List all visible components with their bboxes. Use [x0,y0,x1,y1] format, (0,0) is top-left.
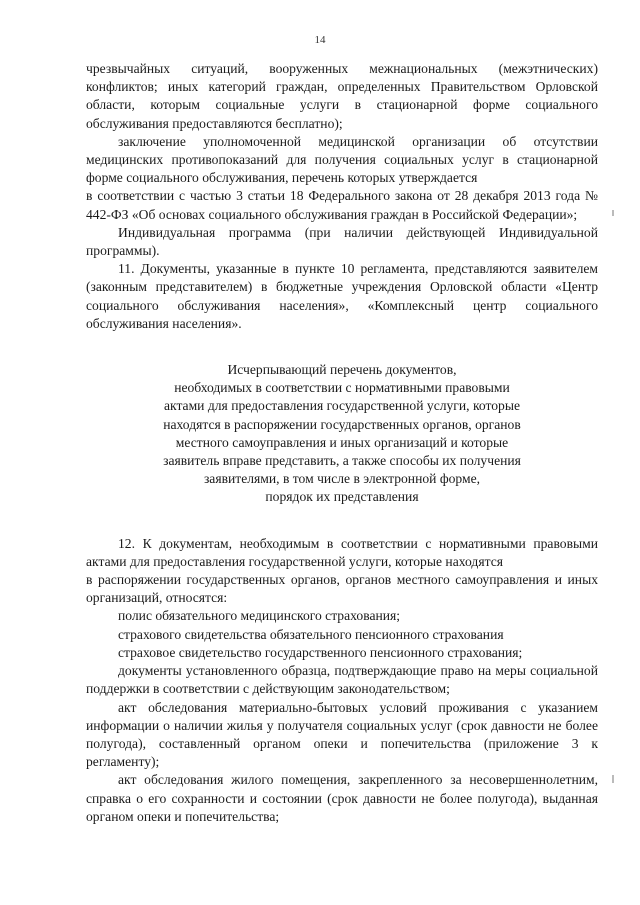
paragraph-continuation: чрезвычайных ситуаций, вооруженных межнациональных (межэтнических) конфликтов; иных категорий граждан, определенных Правительством Орловской области, которым социальные услуги в стационарной форме социального обслуживания предоставляются бесплатно); [86,61,598,131]
list-item: страховое свидетельство государственного пенсионного страхования; [118,644,523,660]
paragraph-individual-program: Индивидуальная программа (при наличии действующей Индивидуальной программы). [86,224,598,259]
heading-line: заявителями, в том числе в электронной форме, [203,471,481,487]
list-item: акт обследования материально-бытовых условий проживания с указанием информации о наличии жилья у получателя социальных услуг (срок давности не более полугода), составленный органом опеки и попечительства (приложение 3 к регламенту); [86,699,598,770]
paragraph-clause-12-cont: в распоряжении государственных органов, органов местного самоуправления и иных организаций, относятся: [86,572,598,606]
heading-line: порядок их представления [265,489,419,505]
paragraph-medical-conclusion: заключение уполномоченной медицинской организации об отсутствии медицинских противопоказаний для получения социальных услуг в стационарной форме социального обслуживания, перечень которых утверждается [86,133,598,186]
scan-edge-mark [612,210,614,216]
scan-edge-mark [612,775,614,783]
list-item: акт обследования жилого помещения, закрепленного за несовершеннолетним, справка о его сохранности и состоянии (срок давности не более полугода), выданная органом опеки и попечительства; [86,772,598,824]
heading-line: необходимых в соответствии с нормативными правовыми [174,380,510,396]
paragraph-clause-12: 12. К документам, необходимым в соответствии с нормативными правовыми актами для предоставления государственной услуги, которые находятся [86,535,598,569]
paragraph-clause-11: 11. Документы, указанные в пункте 10 регламента, представляются заявителем (законным представителем) в бюджетные учреждения Орловской области «Центр социального обслуживания населения», «Комплексный центр социального обслуживания населения». [86,261,598,331]
heading-line: находятся в распоряжении государственных органов, органов [163,416,521,432]
heading-line: местного самоуправления и иных организаций и которые [175,434,509,450]
heading-line: актами для предоставления государственной услуги, которые [163,398,521,414]
section-heading [86,361,598,507]
page-number: 14 [314,34,326,46]
list-item: документы установленного образца, подтверждающие право на меры социальной поддержки в соответствии с действующим законодательством; [86,663,598,697]
list-item: полис обязательного медицинского страхования; [118,608,401,624]
paragraph-law-reference: в соответствии с частью 3 статьи 18 Федерального закона от 28 декабря 2013 года № 442-ФЗ «Об основах социального обслуживания граждан в Российской Федерации»; [86,188,598,222]
heading-line: Исчерпывающий перечень документов, [227,362,457,378]
heading-line: заявитель вправе представить, а также способы их получения [163,453,521,469]
document-body [86,60,598,826]
list-item: страхового свидетельства обязательного пенсионного страхования [118,626,504,642]
